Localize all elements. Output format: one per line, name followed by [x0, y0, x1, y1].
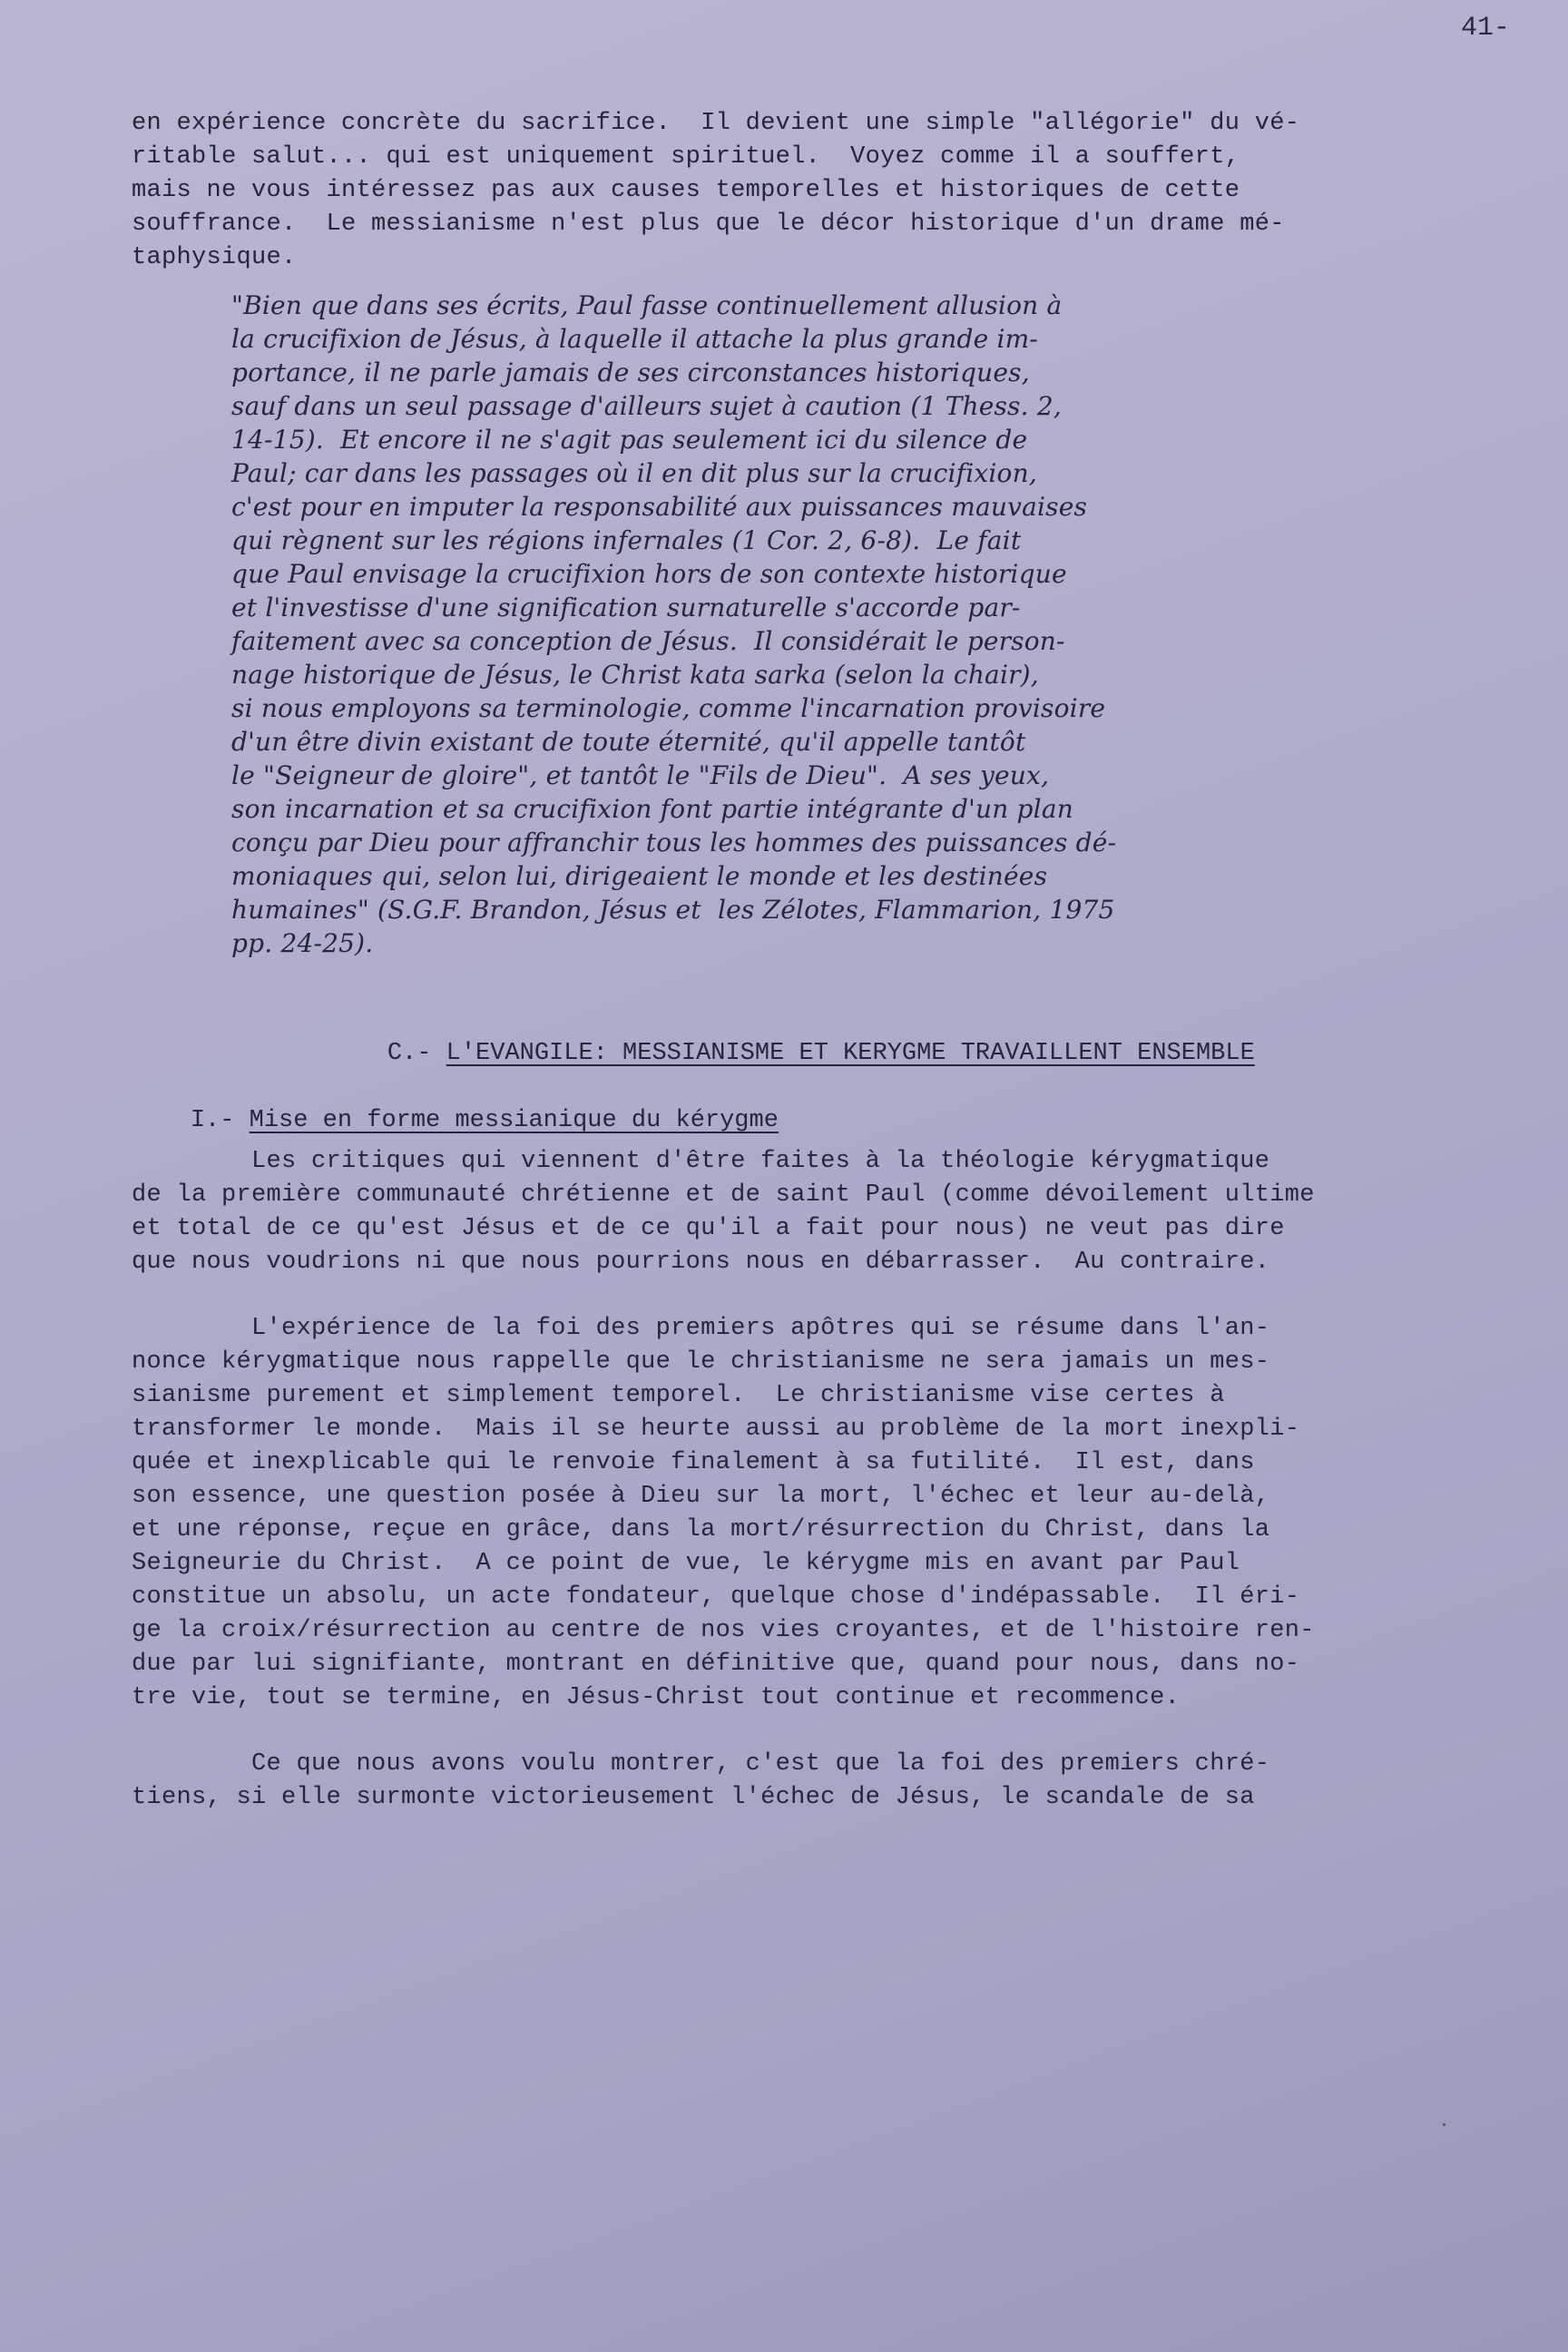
- quote-line: 14-15). Et encore il ne s'agit pas seulement ici du silence de: [231, 425, 1028, 455]
- brandon-quotation: [231, 289, 1411, 960]
- text-line: et total de ce qu'est Jésus et de ce qu'il a fait pour nous) ne veut pas dire: [132, 1215, 1285, 1242]
- quote-line: le "Seigneur de gloire", et tantôt le "Fils de Dieu". A ses yeux,: [231, 760, 1050, 790]
- text-line: son essence, une question posée à Dieu sur la mort, l'échec et leur au-delà,: [132, 1483, 1270, 1510]
- quote-line: c'est pour en imputer la responsabilité aux puissances mauvaises: [231, 492, 1088, 522]
- quote-line: son incarnation et sa crucifixion font partie intégrante d'un plan: [231, 794, 1073, 824]
- quote-line: faitement avec sa conception de Jésus. Il considérait le person-: [231, 626, 1065, 656]
- paragraph-experience: [132, 1312, 1420, 1715]
- section-heading-prefix: C.-: [387, 1040, 446, 1067]
- quote-line: que Paul envisage la crucifixion hors de son contexte historique: [231, 559, 1067, 589]
- quote-line: d'un être divin existant de toute éternité, qu'il appelle tantôt: [231, 727, 1026, 757]
- text-line: constitue un absolu, un acte fondateur, quelque chose d'indépassable. Il éri-: [132, 1583, 1300, 1611]
- text-line: ritable salut... qui est uniquement spirituel. Voyez comme il a souffert,: [132, 143, 1240, 171]
- paragraph-conclusion: [132, 1748, 1420, 1815]
- text-line: tiens, si elle surmonte victorieusement l'échec de Jésus, le scandale de sa: [132, 1784, 1255, 1811]
- quote-line: portance, il ne parle jamais de ses circonstances historiques,: [231, 358, 1030, 387]
- subsection-heading-prefix: I.-: [190, 1107, 250, 1134]
- intro-paragraph: [132, 107, 1420, 275]
- text-line: transformer le monde. Mais il se heurte aussi au problème de la mort inexpli-: [132, 1416, 1300, 1443]
- quote-line: "Bien que dans ses écrits, Paul fasse continuellement allusion à: [231, 290, 1063, 320]
- text-line: quée et inexplicable qui le renvoie finalement à sa futilité. Il est, dans: [132, 1449, 1255, 1476]
- quote-line: nage historique de Jésus, le Christ kata sarka (selon la chair),: [231, 660, 1039, 690]
- text-line: taphysique.: [132, 244, 297, 271]
- text-line: ge la croix/résurrection au centre de nos vies croyantes, et de l'histoire ren-: [132, 1617, 1315, 1644]
- text-line: et une réponse, reçue en grâce, dans la mort/résurrection du Christ, dans la: [132, 1516, 1270, 1544]
- quote-line: Paul; car dans les passages où il en dit plus sur la crucifixion,: [231, 458, 1037, 488]
- text-line: de la première communauté chrétienne et de saint Paul (comme dévoilement ultime: [132, 1181, 1315, 1209]
- quote-line: humaines" (S.G.F. Brandon, Jésus et les Zélotes, Flammarion, 1975: [231, 895, 1115, 925]
- text-line: due par lui signifiante, montrant en définitive que, quand pour nous, dans no-: [132, 1651, 1300, 1678]
- text-line: nonce kérygmatique nous rappelle que le christianisme ne sera jamais un mes-: [132, 1348, 1270, 1376]
- quote-line: conçu par Dieu pour affranchir tous les hommes des puissances dé-: [231, 828, 1117, 858]
- quote-line: et l'investisse d'une signification surnaturelle s'accorde par-: [231, 593, 1021, 622]
- quote-line: si nous employons sa terminologie, comme l'incarnation provisoire: [231, 693, 1106, 723]
- quote-line: sauf dans un seul passage d'ailleurs sujet à caution (1 Thess. 2,: [231, 391, 1062, 421]
- text-line: mais ne vous intéressez pas aux causes temporelles et historiques de cette: [132, 177, 1240, 204]
- text-line: sianisme purement et simplement temporel. Le christianisme vise certes à: [132, 1382, 1225, 1409]
- quote-line: pp. 24-25).: [231, 928, 374, 958]
- paper-speck: [1443, 2123, 1446, 2126]
- quote-line: la crucifixion de Jésus, à laquelle il attache la plus grande im-: [231, 324, 1039, 354]
- page-number: 41-: [1461, 13, 1511, 44]
- paragraph-critiques: [132, 1145, 1420, 1279]
- text-line: Seigneurie du Christ. A ce point de vue, le kérygme mis en avant par Paul: [132, 1550, 1240, 1577]
- section-heading-title: L'EVANGILE: MESSIANISME ET KERYGME TRAVAILLENT ENSEMBLE: [446, 1040, 1255, 1067]
- text-line: en expérience concrète du sacrifice. Il devient une simple "allégorie" du vé-: [132, 110, 1300, 137]
- text-line: Ce que nous avons voulu montrer, c'est que la foi des premiers chré-: [132, 1750, 1270, 1778]
- quote-line: qui règnent sur les régions infernales (1 Cor. 2, 6-8). Le fait: [231, 525, 1022, 555]
- text-line: tre vie, tout se termine, en Jésus-Christ tout continue et recommence.: [132, 1684, 1181, 1711]
- subsection-heading-title: Mise en forme messianique du kérygme: [249, 1107, 779, 1134]
- text-line: que nous voudrions ni que nous pourrions nous en débarrasser. Au contraire.: [132, 1249, 1270, 1276]
- text-line: Les critiques qui viennent d'être faites à la théologie kérygmatique: [132, 1148, 1270, 1175]
- text-line: L'expérience de la foi des premiers apôtres qui se résume dans l'an-: [132, 1315, 1270, 1342]
- quote-line: moniaques qui, selon lui, dirigeaient le monde et les destinées: [231, 861, 1048, 891]
- text-line: souffrance. Le messianisme n'est plus que le décor historique d'un drame mé-: [132, 211, 1285, 238]
